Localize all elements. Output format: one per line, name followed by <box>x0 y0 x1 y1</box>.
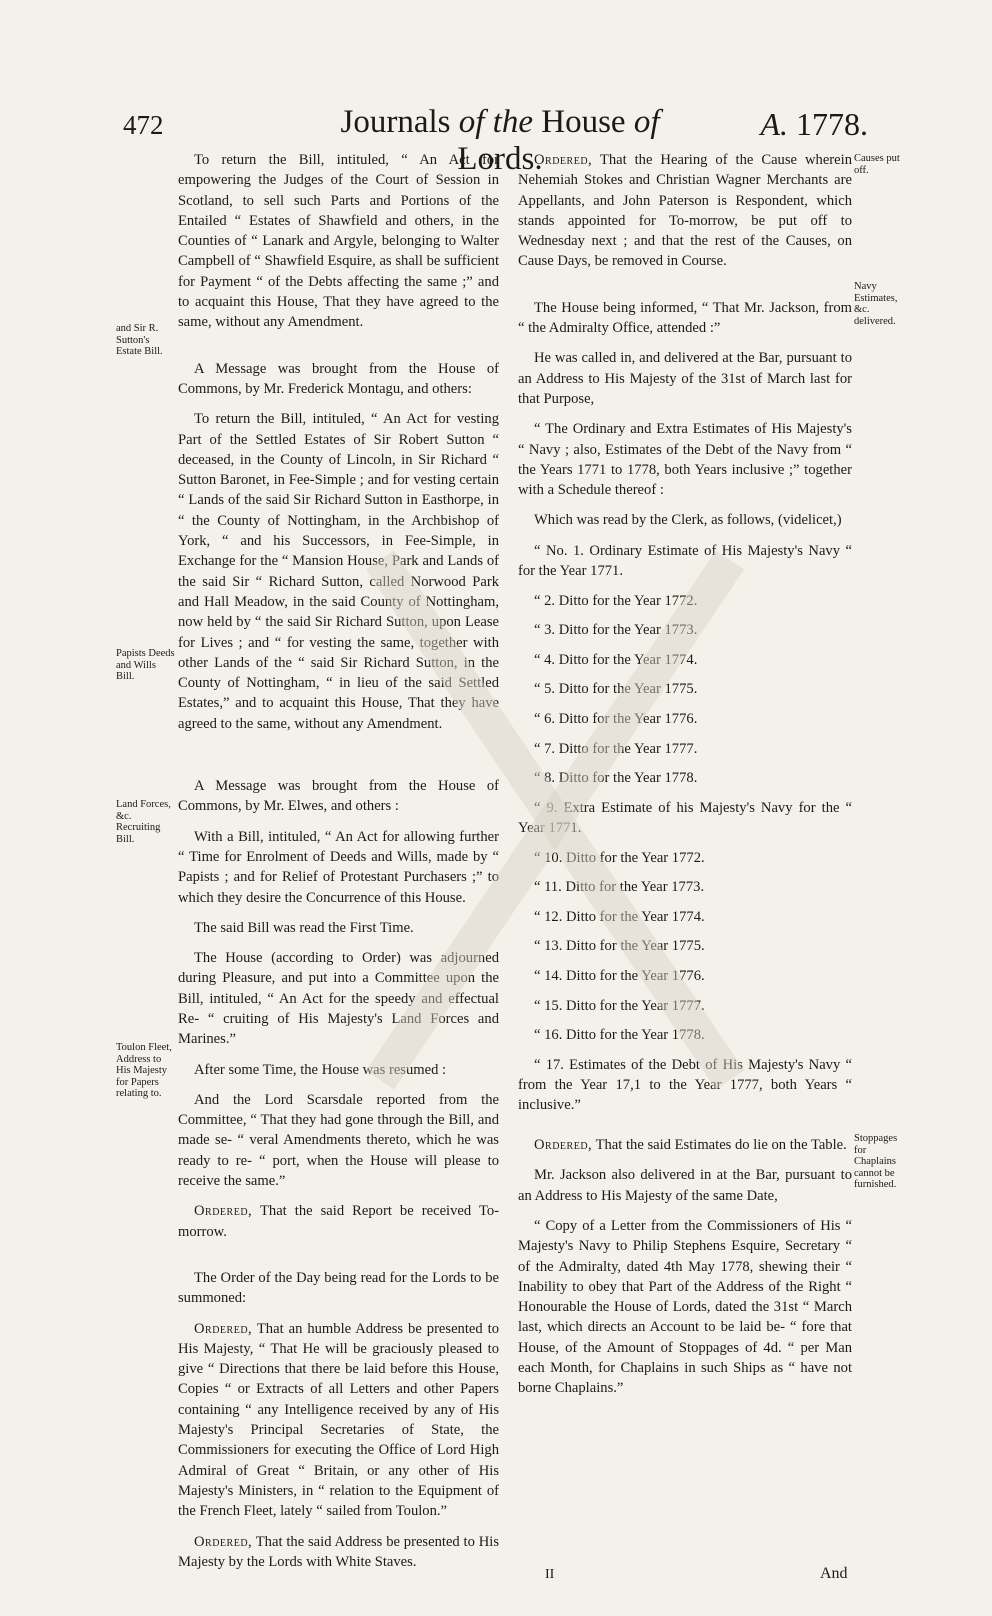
list-item: “ 10. Ditto for the Year 1772. <box>534 849 705 866</box>
list-item: “ 3. Ditto for the Year 1773. <box>534 622 698 639</box>
paragraph-text: That the Hearing of the Cause wherein Nehemiah Stokes and Christian Wagner Merchants are Appellants, and John Paterson is Respondent, which stands appointed for To-morrow, be put off to Wednesday next ; and that the rest of the Causes, on Cause Days, be removed in Course. <box>518 152 852 270</box>
list-item: “ 13. Ditto for the Year 1775. <box>534 938 705 955</box>
list-item: “ 2. Ditto for the Year 1772. <box>534 592 698 609</box>
title-word: Journals <box>340 104 451 140</box>
paragraph <box>178 1319 499 1522</box>
title-word: of <box>458 104 485 140</box>
paragraph: The House being informed, “ That Mr. Jackson, from “ the Admiralty Office, attended :” <box>518 299 852 337</box>
paragraph: The House (according to Order) was adjourned during Pleasure, and put into a Committee upon the Bill, intituled, “ An Act for the speedy and effectual Re- “ cruiting of His Majesty's Land Forces and Marines.” <box>178 950 499 1048</box>
paragraph <box>178 1532 499 1573</box>
right-column <box>518 150 852 1399</box>
paragraph: After some Time, the House was resumed : <box>194 1061 447 1078</box>
paragraph: Which was read by the Clerk, as follows, (videlicet,) <box>534 512 842 529</box>
paragraph: “ Copy of a Letter from the Commissioners of His “ Majesty's Navy to Philip Stephens Esquire, Secretary “ of the Admiralty, dated 4th May 1778, shewing their “ Inability to obey that Part of the Address of the Right “ Honourable the House of Lords, dated the 31st “ March last, which directs an Account to be laid be- “ fore that House, of the Amount of Stoppages of 4d. “ per Man each Month, for Chaplains in such Ships as “ have not borne Chaplains.” <box>518 1217 852 1397</box>
margin-note: Stoppages for Chaplains cannot be furnished. <box>854 1133 898 1190</box>
list-item: “ 7. Ditto for the Year 1777. <box>534 740 698 757</box>
list-item: “ 17. Estimates of the Debt of His Majesty's Navy “ from the Year 17,1 to the Year 1777, both Years “ inclusive.” <box>518 1056 852 1114</box>
list-item: “ 6. Ditto for the Year 1776. <box>534 711 698 728</box>
list-item: “ 5. Ditto for the Year 1775. <box>534 681 698 698</box>
paragraph-text: That an humble Address be presented to His Majesty, “ That He will be graciously pleased to give “ Directions that there be laid before this House, Copies “ or Extracts of all Letters and other Papers containing “ any Intelligence received by any of His Majesty's Principal Secretaries of State, the Commissioners for executing the Office of Lord High Admiral of Great “ Britain, or any other of His Majesty's Ministers, in “ relation to the Equipment of the French Fleet, lately “ sailed from Toulon.” <box>178 1320 499 1520</box>
ordered-label: Ordered, <box>194 1203 253 1220</box>
margin-note: Land Forces, &c. Recruiting Bill. <box>116 799 171 845</box>
list-item: “ 9. Extra Estimate of his Majesty's Navy for the “ Year 1771. <box>518 799 852 837</box>
title-word: House <box>541 104 626 140</box>
paragraph <box>518 1135 852 1155</box>
list-item: “ 14. Ditto for the Year 1776. <box>534 968 705 985</box>
list-item: “ 4. Ditto for the Year 1774. <box>534 651 698 668</box>
ordered-label: Ordered, <box>534 1137 593 1154</box>
signature-mark: II <box>545 1567 555 1582</box>
title-word: the <box>492 104 533 140</box>
ordered-label: Ordered, <box>194 1320 253 1337</box>
paragraph: He was called in, and delivered at the Bar, pursuant to an Address to His Majesty of the 31st of March last for that Purpose, <box>518 350 852 407</box>
paragraph: To return the Bill, intituled, “ An Act for empowering the Judges of the Court of Session in Scotland, to sell such Parts and Portions of the Entailed “ Estates of Shawfield and others, in the Counties of “ Lanark and Argyle, belonging to Walter Campbell of “ Shawfield Esquire, as shall be sufficient for Payment “ of the Debts affecting the same ;” and to acquaint this House, That they have agreed to the same, without any Amendment. <box>178 152 499 331</box>
paragraph: A Message was brought from the House of Commons, by Mr. Elwes, and others : <box>178 778 499 815</box>
page-number: 472 <box>123 110 164 140</box>
paragraph <box>518 150 852 272</box>
margin-note: and Sir R. Sutton's Estate Bill. <box>116 323 163 357</box>
paragraph: The Order of the Day being read for the Lords to be summoned: <box>178 1269 499 1307</box>
list-item: “ 11. Ditto for the Year 1773. <box>534 879 705 896</box>
year-prefix: A. <box>760 106 788 142</box>
margin-note: Navy Estimates, &c. delivered. <box>854 281 898 327</box>
estimates-list <box>518 541 852 1116</box>
paragraph: Mr. Jackson also delivered in at the Bar, pursuant to an Address to His Majesty of the same Date, <box>518 1167 852 1204</box>
catchword: And <box>820 1565 848 1582</box>
page-year <box>710 106 868 143</box>
title-word: Lords. <box>457 141 543 177</box>
paragraph: The said Bill was read the First Time. <box>194 919 414 936</box>
paragraph: With a Bill, intituled, “ An Act for allowing further “ Time for Enrolment of Deeds and Wills, made by “ Papists ; and for Relief of Protestant Purchasers ;” to which they desire the Concurrence of this House. <box>178 828 499 906</box>
margin-note: Causes put off. <box>854 153 900 176</box>
margin-note: Toulon Fleet, Address to His Majesty for Papers relating to. <box>116 1042 172 1099</box>
list-item: “ 15. Ditto for the Year 1777. <box>534 997 705 1014</box>
paragraph: And the Lord Scarsdale reported from the Committee, “ That they had gone through the Bill, and made se- “ veral Amendments thereto, which he was ready to re- “ port, when the House will please to receive the same.” <box>178 1091 499 1190</box>
list-item: “ No. 1. Ordinary Estimate of His Majesty's Navy “ for the Year 1771. <box>518 542 852 580</box>
year-value: 1778. <box>796 106 868 142</box>
paragraph: “ The Ordinary and Extra Estimates of His Majesty's “ Navy ; also, Estimates of the Debt of the Navy from “ the Years 1771 to 1778, both Years inclusive ;” together with a Schedule thereof : <box>518 421 852 499</box>
ordered-label: Ordered, <box>534 152 593 168</box>
left-column <box>178 150 499 1572</box>
ordered-label: Ordered, <box>194 1533 253 1550</box>
paragraph-text: That the said Address be presented to His Majesty by the Lords with White Staves. <box>178 1533 499 1570</box>
paragraph: A Message was brought from the House of Commons, by Mr. Frederick Montagu, and others: <box>178 360 499 397</box>
list-item: “ 8. Ditto for the Year 1778. <box>534 770 698 787</box>
paragraph: To return the Bill, intituled, “ An Act for vesting Part of the Settled Estates of Sir Robert Sutton “ deceased, in the County of Lincoln, in Sir Richard “ Sutton Baronet, in Fee-Simple ; and for vesting certain “ Lands of the said Sir Richard Sutton in Easthorpe, in “ the County of Nottingham, in the Archbishop of York, “ and his Successors, in Fee-Simple, in Exchange for the “ Mansion House, Park and Lands of the said Sir “ Richard Sutton, called Norwood Park and Hall Meadow, in the said County of Nottingham, now held by “ the said Sir Richard Sutton, upon Lease for Lives ; and “ for vesting the same, together with other Lands of the “ said Sir Richard Sutton, in the County of Nottingham, “ in lieu of the said Settled Estates,” and to acquaint this House, That they have agreed to the same, without any Amendment. <box>178 411 499 732</box>
margin-note: Papists Deeds and Wills Bill. <box>116 648 175 682</box>
list-item: “ 12. Ditto for the Year 1774. <box>534 908 705 925</box>
paragraph-text: That the said Estimates do lie on the Table. <box>592 1137 847 1154</box>
title-word: of <box>633 104 660 140</box>
paragraph-text: That the said Report be received To-morrow. <box>178 1203 499 1240</box>
list-item: “ 16. Ditto for the Year 1778. <box>534 1027 705 1044</box>
paragraph <box>178 1201 499 1242</box>
